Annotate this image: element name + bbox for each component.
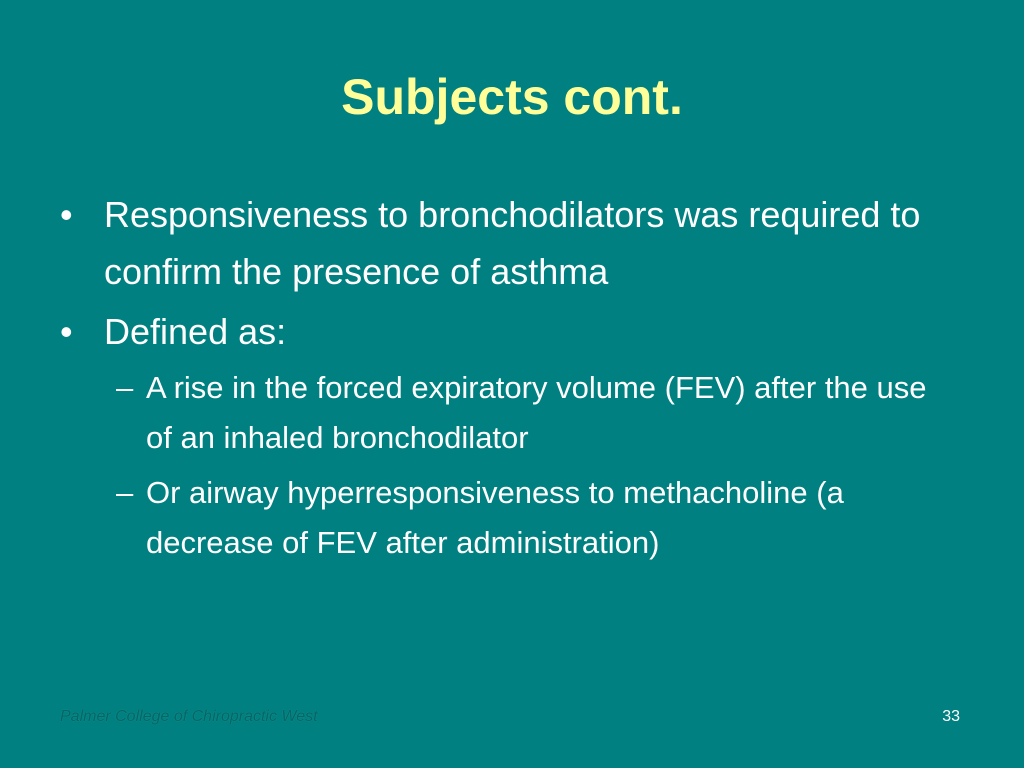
- sub-bullet-item: [116, 468, 958, 568]
- bullet-text: Responsiveness to bronchodilators was required to confirm the presence of asthma: [104, 194, 921, 292]
- sub-bullet-text: A rise in the forced expiratory volume (FEV) after the use of an inhaled bronchodilator: [146, 370, 927, 455]
- bullet-marker: •: [60, 194, 73, 235]
- sub-bullet-marker: –: [116, 475, 134, 510]
- bullet-marker: •: [60, 311, 73, 352]
- slide-content: [58, 186, 958, 573]
- sub-bullet-text: Or airway hyperresponsiveness to methacholine (a decrease of FEV after administration): [146, 475, 844, 560]
- slide-title: Subjects cont.: [341, 69, 683, 125]
- bullet-item: [58, 186, 958, 300]
- sub-bullet-item: [116, 363, 958, 463]
- slide-number: 33: [942, 708, 960, 725]
- bullet-text: Defined as:: [104, 311, 287, 352]
- sub-bullet-marker: –: [116, 370, 134, 405]
- footer-organization: Palmer College of Chiropractic West: [60, 708, 318, 725]
- bullet-item: [58, 303, 958, 360]
